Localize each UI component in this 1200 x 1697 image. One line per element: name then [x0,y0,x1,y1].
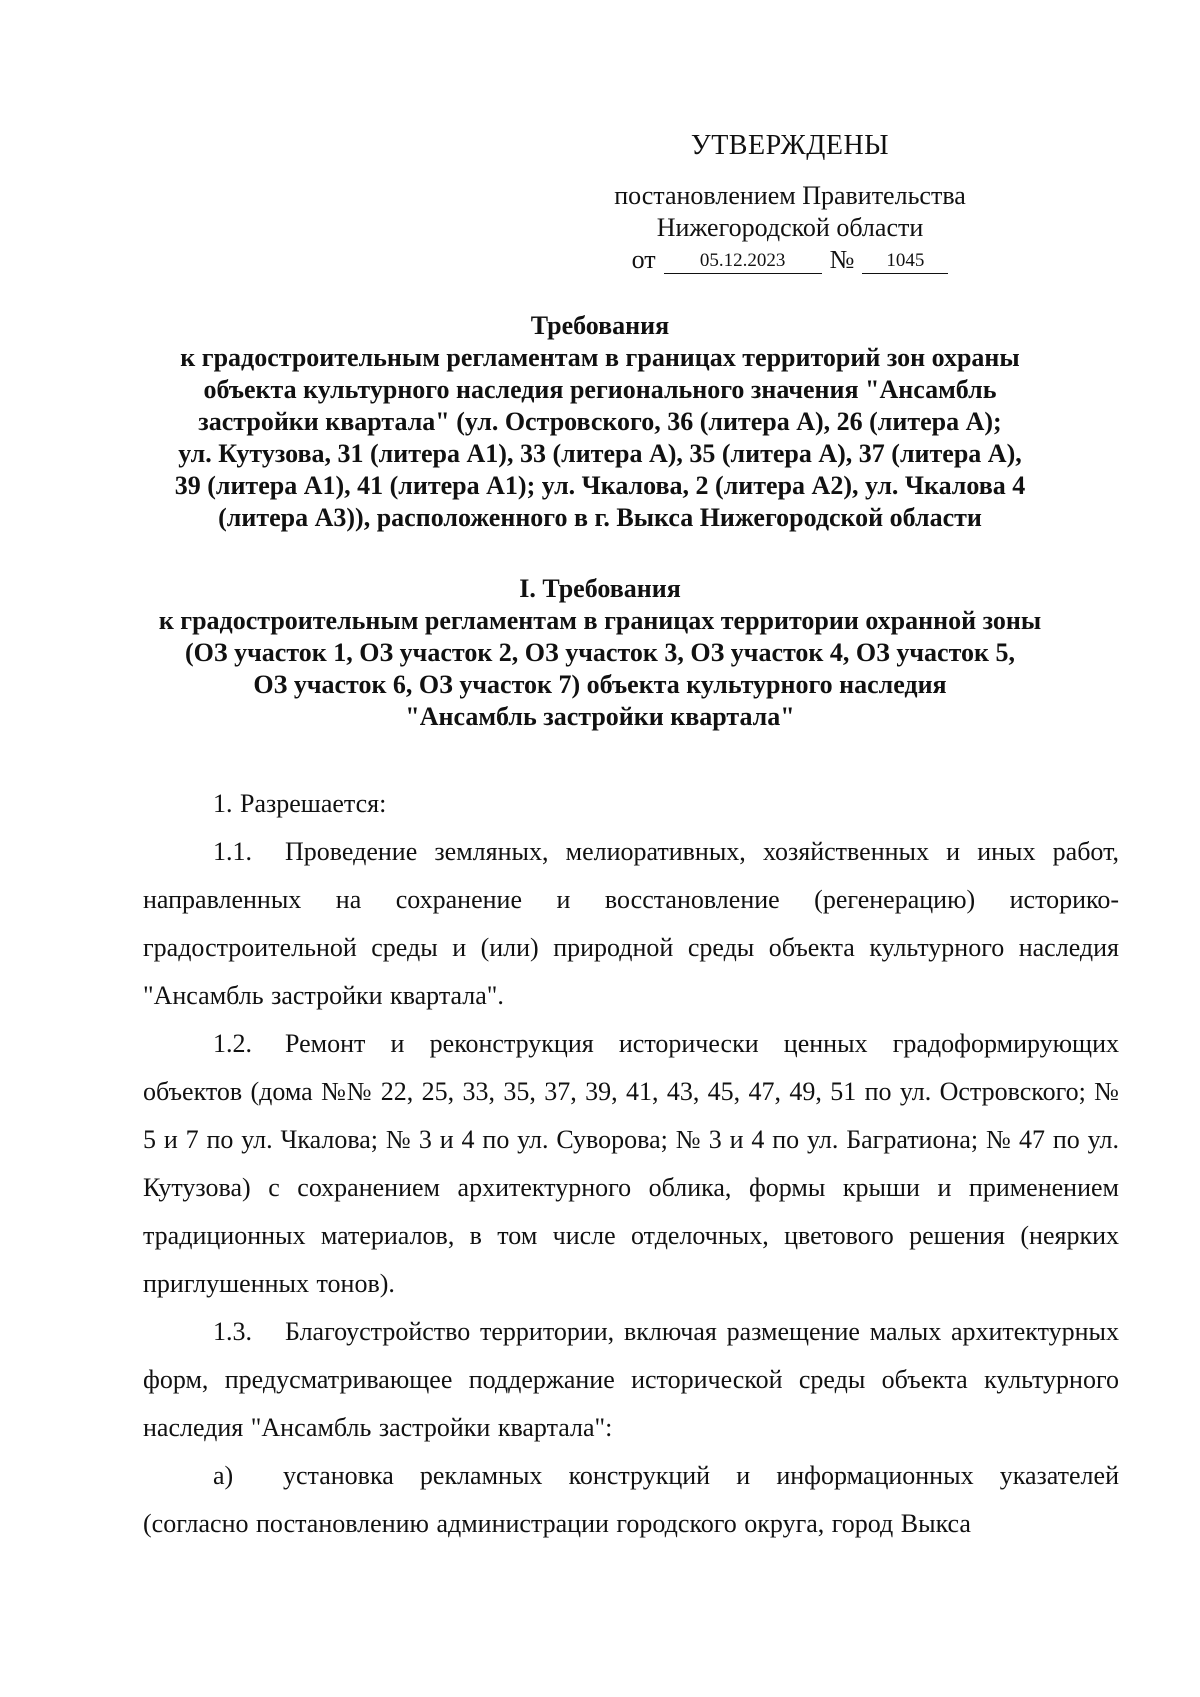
section-line-2: к градостроительным регламентам в границах территории охранной зоны [158,606,1042,635]
title-line-7: (литера А3)), расположенного в г. Выкса Нижегородской области [218,503,982,532]
title-line-1: Требования [530,311,670,340]
paragraph-1-3-number: 1.3. [213,1317,252,1346]
approval-line-2: Нижегородской области [656,213,924,242]
section-line-4: ОЗ участок 6, ОЗ участок 7) объекта культурного наследия [253,670,947,699]
paragraph-1-2-number: 1.2. [213,1029,252,1058]
paragraph-1-3 [143,1308,1119,1452]
section-line-3: (ОЗ участок 1, ОЗ участок 2, ОЗ участок 3, ОЗ участок 4, ОЗ участок 5, [185,638,1015,667]
section-heading [130,573,1070,733]
paragraph-1-1-number: 1.1. [213,837,252,866]
paragraph-1-2-text: Ремонт и реконструкция исторически ценных градоформирующих объектов (дома №№ 22, 25, 33, 35, 37, 39, 41, 43, 45, 47, 49, 51 по ул. Островского; № 5 и 7 по ул. Чкалова; № 3 и 4 по ул. Суворова; № 3 и 4 по ул. Багратиона; № 47 по ул. Кутузова) с сохранением архитектурного облика, формы крыши и применением традиционных материалов, в том числе отделочных, цветового решения (неярких приглушенных тонов). [143,1029,1119,1298]
approval-date-line [575,244,1005,276]
approval-line-1: постановлением Правительства [614,181,966,210]
title-line-5: ул. Кутузова, 31 (литера А1), 33 (литера А), 35 (литера А), 37 (литера А), [178,439,1022,468]
paragraph-1-1 [143,828,1119,1020]
body-text [143,780,1119,1548]
title-line-4: застройки квартала" (ул. Островского, 36 (литера А), 26 (литера А); [198,407,1002,436]
number-label: № [829,245,855,274]
approval-title: УТВЕРЖДЕНЫ [690,130,890,161]
approval-date: 05.12.2023 [664,249,822,274]
section-line-5: "Ансамбль застройки квартала" [405,702,795,731]
from-label: от [631,245,656,274]
approval-number: 1045 [862,249,948,274]
paragraph-1: 1. Разрешается: [213,789,387,818]
paragraph-1-1-text: Проведение земляных, мелиоративных, хозяйственных и иных работ, направленных на сохранение и восстановление (регенерацию) историко-градостроительной среды и (или) природной среды объекта культурного наследия "Ансамбль застройки квартала". [143,837,1119,1010]
paragraph-1-2 [143,1020,1119,1308]
title-line-2: к градостроительным регламентам в границах территорий зон охраны [180,343,1020,372]
paragraph-a [143,1452,1119,1548]
title-line-6: 39 (литера А1), 41 (литера А1); ул. Чкалова, 2 (литера А2), ул. Чкалова 4 [174,471,1026,500]
approval-block [575,130,1005,276]
section-line-1: I. Требования [519,574,681,603]
paragraph-a-label: а) [213,1461,234,1490]
title-line-3: объекта культурного наследия регионального значения "Ансамбль [203,375,997,404]
paragraph-a-text: установка рекламных конструкций и информационных указателей (согласно постановлению администрации городского округа, город Выкса [143,1461,1119,1538]
document-title [130,310,1070,534]
paragraph-1-3-text: Благоустройство территории, включая размещение малых архитектурных форм, предусматривающее поддержание исторической среды объекта культурного наследия "Ансамбль застройки квартала": [143,1317,1119,1442]
